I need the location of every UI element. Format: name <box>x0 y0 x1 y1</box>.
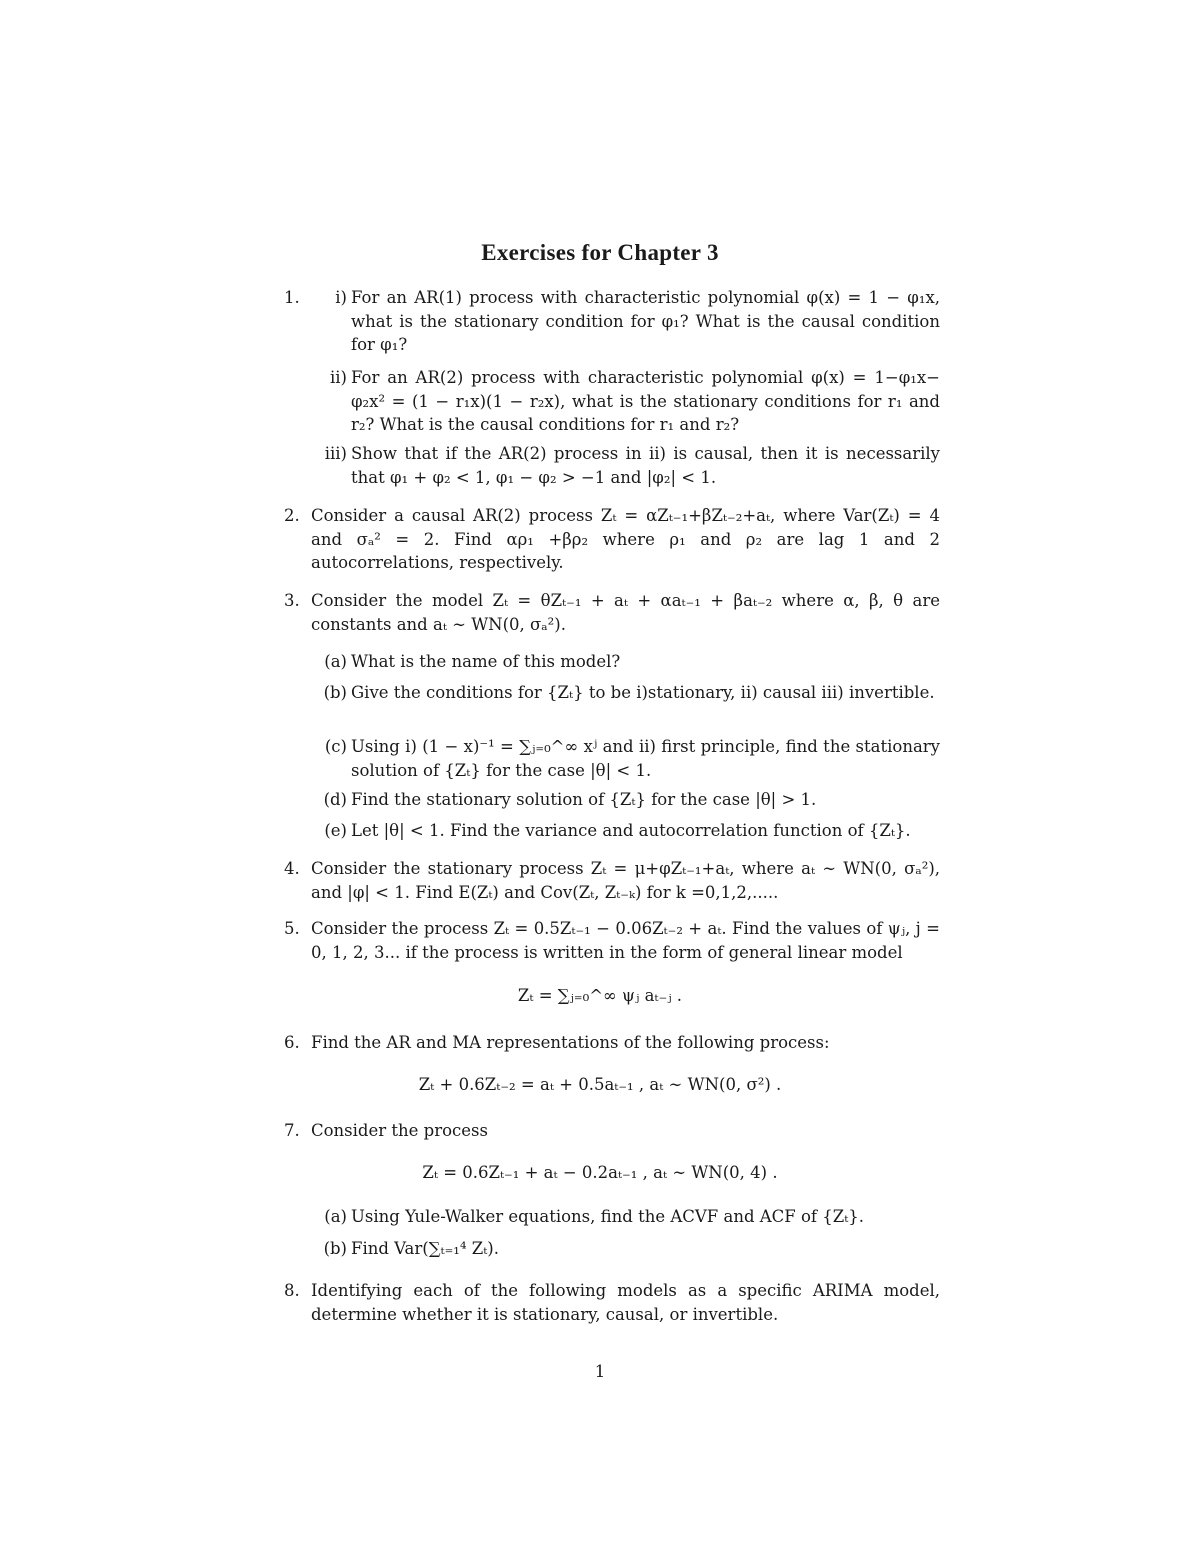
exercise-number: 2. <box>284 506 300 525</box>
part-text: Find Var(∑ₜ₌₁⁴ Zₜ). <box>351 1239 499 1258</box>
part-text: Using Yule-Walker equations, find the ACVF and ACF of {Zₜ}. <box>351 1207 865 1226</box>
exercise-text: Find the AR and MA representations of the following process: <box>311 1033 830 1052</box>
part-label: (a) <box>324 652 347 671</box>
part-text: For an AR(2) process with characteristic polynomial φ(x) = 1−φ₁x− φ₂x² = (1 − r₁x)(1 − r₂x), what is the stationary conditions for r₁ and r₂? What is the causal conditions for r₁ and r₂? <box>351 368 940 434</box>
part-label: ii) <box>330 368 347 387</box>
exercise-text: Consider the model Zₜ = θZₜ₋₁ + aₜ + αaₜ₋₁ + βaₜ₋₂ where α, β, θ are constants and aₜ ∼ WN(0, σₐ²). <box>311 591 940 634</box>
part-label: (b) <box>323 683 347 702</box>
part-text: Let |θ| < 1. Find the variance and autocorrelation function of {Zₜ}. <box>351 821 911 840</box>
exercise-text: Consider the stationary process Zₜ = μ+φZₜ₋₁+aₜ, where aₜ ∼ WN(0, σₐ²), and |φ| < 1. Find E(Zₜ) and Cov(Zₜ, Zₜ₋ₖ) for k =0,1,2,..... <box>311 859 940 902</box>
exercise-number: 7. <box>284 1121 300 1140</box>
exercise-text: Consider the process <box>311 1121 488 1140</box>
exercise-number: 6. <box>284 1033 300 1052</box>
part-label: (a) <box>324 1207 347 1226</box>
exercise-text: Consider a causal AR(2) process Zₜ = αZₜ₋₁+βZₜ₋₂+aₜ, where Var(Zₜ) = 4 and σₐ² = 2. Find αρ₁ +βρ₂ where ρ₁ and ρ₂ are lag 1 and 2 autocorrelations, respectively. <box>311 506 940 572</box>
part-label: (b) <box>323 1239 347 1258</box>
exercise-number: 3. <box>284 591 300 610</box>
part-text: Using i) (1 − x)⁻¹ = ∑ⱼ₌₀^∞ xʲ and ii) first principle, find the stationary solution of {Zₜ} for the case |θ| < 1. <box>351 737 940 780</box>
part-text: Give the conditions for {Zₜ} to be i)stationary, ii) causal iii) invertible. <box>351 683 935 702</box>
page-number: 1 <box>594 1362 606 1381</box>
page-title: Exercises for Chapter 3 <box>481 240 719 265</box>
exercise-number: 1. <box>284 288 300 307</box>
exercise-number: 5. <box>284 919 300 938</box>
part-label: (d) <box>323 790 347 809</box>
part-label: (c) <box>324 737 347 756</box>
exercise-number: 4. <box>284 859 300 878</box>
part-label: iii) <box>324 444 347 463</box>
part-text: For an AR(1) process with characteristic polynomial φ(x) = 1 − φ₁x, what is the stationary condition for φ₁? What is the causal condition for φ₁? <box>351 288 940 354</box>
part-label: i) <box>335 288 347 307</box>
part-label: (e) <box>324 821 347 840</box>
equation-general-linear-model: Zₜ = ∑ⱼ₌₀^∞ ψⱼ aₜ₋ⱼ . <box>517 986 683 1005</box>
part-text: What is the name of this model? <box>351 652 621 671</box>
equation-exercise-6: Zₜ + 0.6Zₜ₋₂ = aₜ + 0.5aₜ₋₁ , aₜ ∼ WN(0, σ²) . <box>418 1075 782 1094</box>
equation-exercise-7: Zₜ = 0.6Zₜ₋₁ + aₜ − 0.2aₜ₋₁ , aₜ ∼ WN(0, 4) . <box>422 1163 778 1182</box>
exercise-text: Consider the process Zₜ = 0.5Zₜ₋₁ − 0.06Zₜ₋₂ + aₜ. Find the values of ψⱼ, j = 0, 1, 2, 3... if the process is written in the form of general linear model <box>311 919 940 962</box>
part-text: Find the stationary solution of {Zₜ} for the case |θ| > 1. <box>351 790 817 809</box>
exercise-number: 8. <box>284 1281 300 1300</box>
part-text: Show that if the AR(2) process in ii) is causal, then it is necessarily that φ₁ + φ₂ < 1, φ₁ − φ₂ > −1 and |φ₂| < 1. <box>351 444 940 487</box>
exercise-text: Identifying each of the following models as a specific ARIMA model, determine whether it is stationary, causal, or invertible. <box>311 1281 940 1324</box>
